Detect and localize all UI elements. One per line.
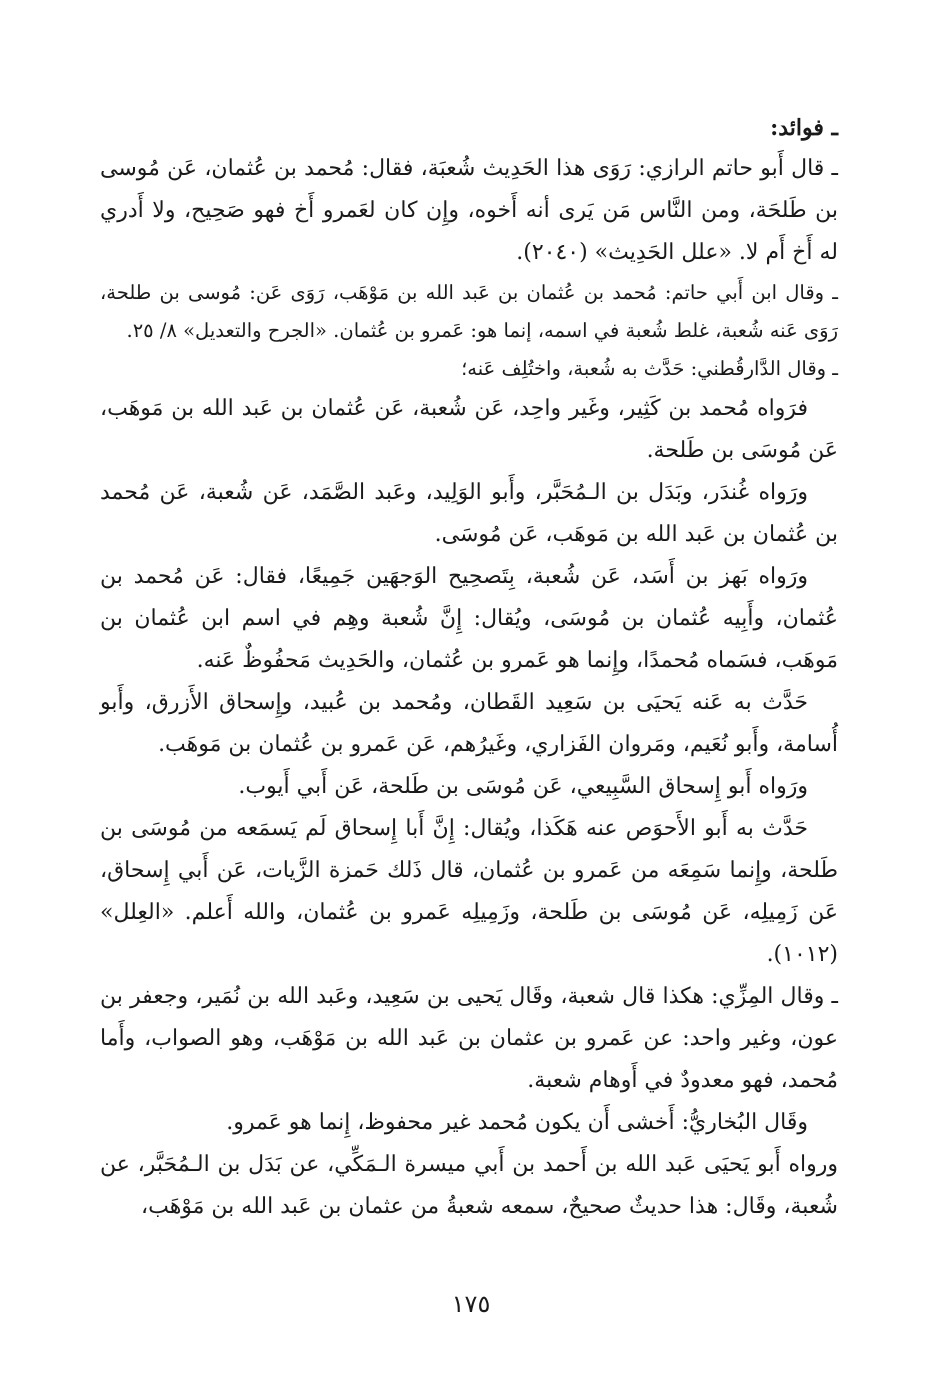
paragraph-narration-6: حَدَّث به أَبو الأَحوَص عنه هَكَذا، ويُقال: إِنَّ أَبا إِسحاق لَم يَسمَعه من مُوسَى بن طَلحة، وإِنما سَمِعَه من عَمرو بن عُثمان، قال ذَلك حَمزة الزَّيات، عَن أَبي إِسحاق، عَن زَمِيلِه، عَن مُوسَى بن طَلحة، وزَمِيلِه عَمرو بن عُثمان، والله أَعلم. «العِلل» (١٠١٢).: [100, 816, 838, 967]
paragraph-ibn-abi-hatim: ـ وقال ابن أَبي حاتم: مُحمد بن عُثمان بن عَبد الله بن مَوْهَب، رَوَى عَن: مُوسى بن طلحة، رَوَى عَنه شُعبة، غلط شُعبة في اسمه، إنما هو: عَمرو بن عُثمان. «الجرح والتعديل» ٨/ ٢٥.: [100, 281, 838, 342]
paragraph-daraqutni-intro: ـ وقال الدَّارقُطني: حَدَّث به شُعبة، واختُلِف عَنه؛: [461, 357, 838, 380]
paragraph-abu-hatim: ـ قال أَبو حاتم الرازي: رَوَى هذا الحَدِيث شُعبَة، فقال: مُحمد بن عُثمان، عَن مُوسى بن طَلحَة، ومن النَّاس مَن يَرى أنه أَخوه، وإِن كان لعَمرو أَخ فهو صَحِيح، ولا أَدري له أَخ أَم لا. «علل الحَدِيث» (٢٠٤٠).: [100, 156, 838, 265]
paragraph-narration-2: ورَواه غُندَر، وبَدَل بن الـمُحَبَّر، وأَبو الوَلِيد، وعَبد الصَّمَد، عَن شُعبة، عَن مُحمد بن عُثمان بن عَبد الله بن مَوهَب، عَن مُوسَى.: [100, 480, 838, 547]
section-heading: ـ فوائد:: [770, 115, 838, 141]
paragraph-narration-1: فرَواه مُحمد بن كَثِير، وغَير واحِد، عَن شُعبة، عَن عُثمان بن عَبد الله بن مَوهَب، عَن مُوسَى بن طَلحة.: [100, 396, 838, 463]
page-body: [100, 108, 838, 1228]
page-number: ١٧٥: [451, 1290, 491, 1318]
paragraph-bukhari: وقَال البُخاريُّ: أَخشى أَن يكون مُحمد غير محفوظ، إِنما هو عَمرو.: [226, 1110, 808, 1135]
paragraph-narration-3: ورَواه بَهز بن أَسَد، عَن شُعبة، بِتَصحِيح الوَجهَين جَمِيعًا، فقال: عَن مُحمد بن عُثمان، وأَبِيه عُثمان بن مُوسَى، ويُقال: إِنَّ شُعبة وهِم في اسم ابن عُثمان بن مَوهَب، فسَماه مُحمدًا، وإِنما هو عَمرو بن عُثمان، والحَدِيث مَحفُوظٌ عَنه.: [100, 564, 838, 673]
paragraph-abu-yahya: ورواه أَبو يَحيَى عَبد الله بن أَحمد بن أَبي ميسرة الـمَكِّي، عن بَدَل بن الـمُحَبَّر، عن شُعبة، وقَال: هذا حديثٌ صحيحٌ، سمعه شعبةُ من عثمان بن عَبد الله بن مَوْهَب،: [100, 1152, 838, 1219]
paragraph-mizzi: ـ وقال المِزِّي: هكذا قال شعبة، وقَال يَحيى بن سَعِيد، وعَبد الله بن نُمَير، وجعفر بن عون، وغير واحد: عن عَمرو بن عثمان بن عَبد الله بن مَوْهَب، وهو الصواب، وأَما مُحمد، فهو معدودٌ في أَوهام شعبة.: [100, 984, 838, 1093]
paragraph-narration-5: ورَواه أَبو إِسحاق السَّبِيعي، عَن مُوسَى بن طَلحة، عَن أَبي أَيوب.: [238, 774, 808, 799]
paragraph-narration-4: حَدَّث به عَنه يَحيَى بن سَعِيد القَطان، ومُحمد بن عُبيد، وإِسحاق الأَزرق، وأَبو أُسامة، وأَبو نُعَيم، ومَروان الفَزاري، وغَيرُهم، عَن عَمرو بن عُثمان بن مَوهَب.: [100, 690, 838, 757]
